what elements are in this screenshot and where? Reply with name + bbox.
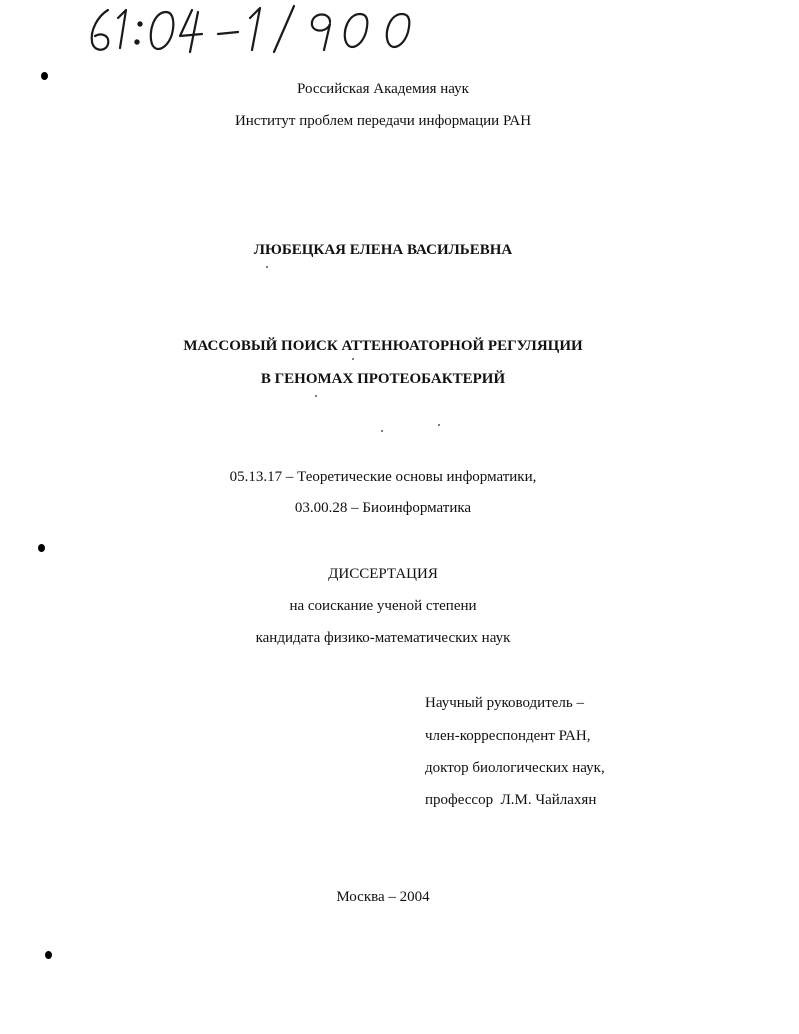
punch-hole-mark-middle bbox=[38, 544, 45, 552]
dissertation-title-line-1: МАССОВЫЙ ПОИСК АТТЕНЮАТОРНОЙ РЕГУЛЯЦИИ bbox=[183, 338, 583, 354]
scan-speck bbox=[266, 266, 268, 268]
specialty-first: 05.13.17 – Теоретические основы информатики, bbox=[229, 469, 537, 485]
city-year: Москва – 2004 bbox=[336, 889, 430, 905]
supervisor-rank: член-корреспондент РАН, bbox=[425, 728, 591, 744]
institute-name: Институт проблем передачи информации РАН bbox=[234, 113, 532, 129]
scan-speck bbox=[381, 430, 383, 432]
degree-name: кандидата физико-математических наук bbox=[255, 630, 511, 646]
document-type: ДИССЕРТАЦИЯ bbox=[328, 566, 438, 582]
supervisor-degree: доктор биологических наук, bbox=[425, 760, 605, 776]
handwritten-catalog-number bbox=[80, 2, 440, 58]
punch-hole-mark-bottom bbox=[45, 951, 52, 959]
academy-name: Российская Академия наук bbox=[297, 81, 469, 97]
supervisor-role: Научный руководитель – bbox=[425, 695, 584, 711]
scan-speck bbox=[315, 395, 317, 397]
punch-hole-mark-top bbox=[41, 72, 48, 80]
degree-purpose: на соискание ученой степени bbox=[289, 598, 477, 614]
specialty-second: 03.00.28 – Биоинформатика bbox=[294, 500, 472, 516]
author-name: ЛЮБЕЦКАЯ ЕЛЕНА ВАСИЛЬЕВНА bbox=[253, 242, 513, 258]
scan-speck bbox=[352, 358, 354, 360]
supervisor-name: профессор Л.М. Чайлахян bbox=[425, 792, 597, 808]
scan-speck bbox=[438, 424, 440, 426]
dissertation-title-line-2: В ГЕНОМАХ ПРОТЕОБАКТЕРИЙ bbox=[260, 371, 506, 387]
